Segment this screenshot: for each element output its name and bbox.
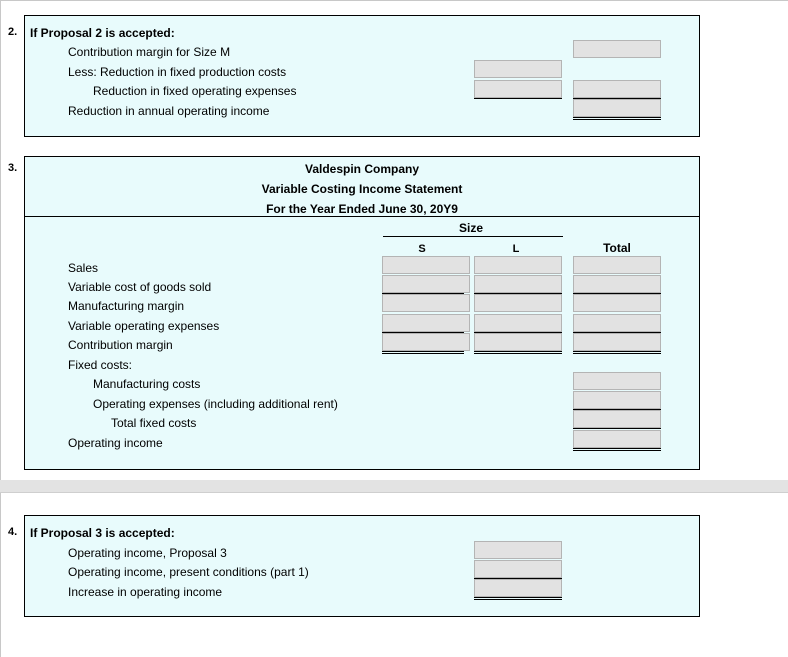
l-sales-input[interactable] <box>474 256 562 274</box>
sales-label: Sales <box>68 261 99 275</box>
s-manufacturing-margin-input[interactable] <box>382 294 470 312</box>
operating-income-double-rule-2 <box>573 450 661 451</box>
fixed-production-reduction-input[interactable] <box>474 60 562 78</box>
column-s-header: S <box>418 243 426 255</box>
variable-cogs-label: Variable cost of goods sold <box>68 280 212 294</box>
operating-income-label: Operating income <box>68 436 163 450</box>
question-number-3: 3. <box>8 162 18 174</box>
total-reduction-input[interactable] <box>573 80 661 98</box>
total-double-rule-1 <box>573 351 661 352</box>
question-number-4: 4. <box>8 526 18 538</box>
total-manufacturing-margin-input[interactable] <box>573 294 661 312</box>
proposal-3-heading: If Proposal 3 is accepted: <box>30 526 175 540</box>
total-fixed-costs-label: Total fixed costs <box>111 416 197 430</box>
l-manufacturing-margin-input[interactable] <box>474 294 562 312</box>
contribution-margin-label-3: Contribution margin <box>68 338 173 352</box>
column-l-header: L <box>512 243 520 255</box>
double-rule-2 <box>573 119 661 120</box>
header-divider <box>25 216 699 217</box>
top-border <box>0 0 788 1</box>
operating-expenses-label: Operating expenses (including additional rent) <box>93 397 338 411</box>
proposal-2-panel <box>24 15 700 137</box>
reduction-fixed-production-label: Less: Reduction in fixed production costs <box>68 65 287 79</box>
s-sales-input[interactable] <box>382 256 470 274</box>
total-variable-cogs-input[interactable] <box>573 275 661 293</box>
question-number-2: 2. <box>8 26 18 38</box>
operating-income-proposal-3-label: Operating income, Proposal 3 <box>68 546 227 560</box>
statement-title: Variable Costing Income Statement <box>261 182 463 196</box>
fixed-manufacturing-costs-input[interactable] <box>573 372 661 390</box>
s-variable-opex-input[interactable] <box>382 314 470 332</box>
reduction-annual-income-input[interactable] <box>573 99 661 117</box>
operating-income-present-label: Operating income, present conditions (part 1) <box>68 565 309 579</box>
l-double-rule-1 <box>474 351 562 352</box>
subtotal-rule <box>474 98 562 99</box>
total-variable-opex-input[interactable] <box>573 314 661 332</box>
operating-income-double-rule-1 <box>573 448 661 449</box>
manufacturing-margin-label: Manufacturing margin <box>68 299 185 313</box>
income-statement-panel <box>24 156 700 470</box>
statement-period: For the Year Ended June 30, 20Y9 <box>266 202 458 216</box>
reduction-fixed-operating-label: Reduction in fixed operating expenses <box>93 84 297 98</box>
s-contribution-margin-input[interactable] <box>382 333 470 351</box>
l-variable-cogs-input[interactable] <box>474 275 562 293</box>
l-variable-opex-input[interactable] <box>474 314 562 332</box>
double-rule-1 <box>573 117 661 118</box>
variable-operating-expenses-label: Variable operating expenses <box>68 319 220 333</box>
s-variable-cogs-input[interactable] <box>382 275 470 293</box>
contribution-margin-label: Contribution margin for Size M <box>68 45 231 59</box>
column-total-header: Total <box>603 241 631 255</box>
total-contribution-margin-input[interactable] <box>573 333 661 351</box>
increase-double-rule-2 <box>474 599 562 600</box>
s-double-rule-1 <box>382 351 464 352</box>
operating-income-input[interactable] <box>573 430 661 448</box>
proposal-3-panel <box>24 515 700 617</box>
manufacturing-costs-label: Manufacturing costs <box>93 377 201 391</box>
contribution-margin-input[interactable] <box>573 40 661 58</box>
reduction-annual-income-label: Reduction in annual operating income <box>68 104 270 118</box>
l-contribution-margin-input[interactable] <box>474 333 562 351</box>
increase-operating-income-input[interactable] <box>474 579 562 597</box>
section-separator-line <box>0 492 788 493</box>
total-sales-input[interactable] <box>573 256 661 274</box>
operating-income-present-input[interactable] <box>474 560 562 578</box>
size-underline <box>383 236 563 237</box>
increase-operating-income-label: Increase in operating income <box>68 585 223 599</box>
total-double-rule-2 <box>573 353 661 354</box>
s-double-rule-2 <box>382 353 464 354</box>
left-border <box>0 0 1 657</box>
total-fixed-rule <box>573 428 661 429</box>
company-name: Valdespin Company <box>304 162 420 176</box>
size-header: Size <box>458 221 483 235</box>
operating-income-proposal-3-input[interactable] <box>474 541 562 559</box>
fixed-costs-label: Fixed costs: <box>68 358 133 372</box>
proposal-2-heading: If Proposal 2 is accepted: <box>30 26 175 40</box>
fixed-operating-expenses-input[interactable] <box>573 391 661 409</box>
increase-double-rule-1 <box>474 597 562 598</box>
total-fixed-costs-input[interactable] <box>573 410 661 428</box>
fixed-operating-reduction-input[interactable] <box>474 80 562 98</box>
l-double-rule-2 <box>474 353 562 354</box>
